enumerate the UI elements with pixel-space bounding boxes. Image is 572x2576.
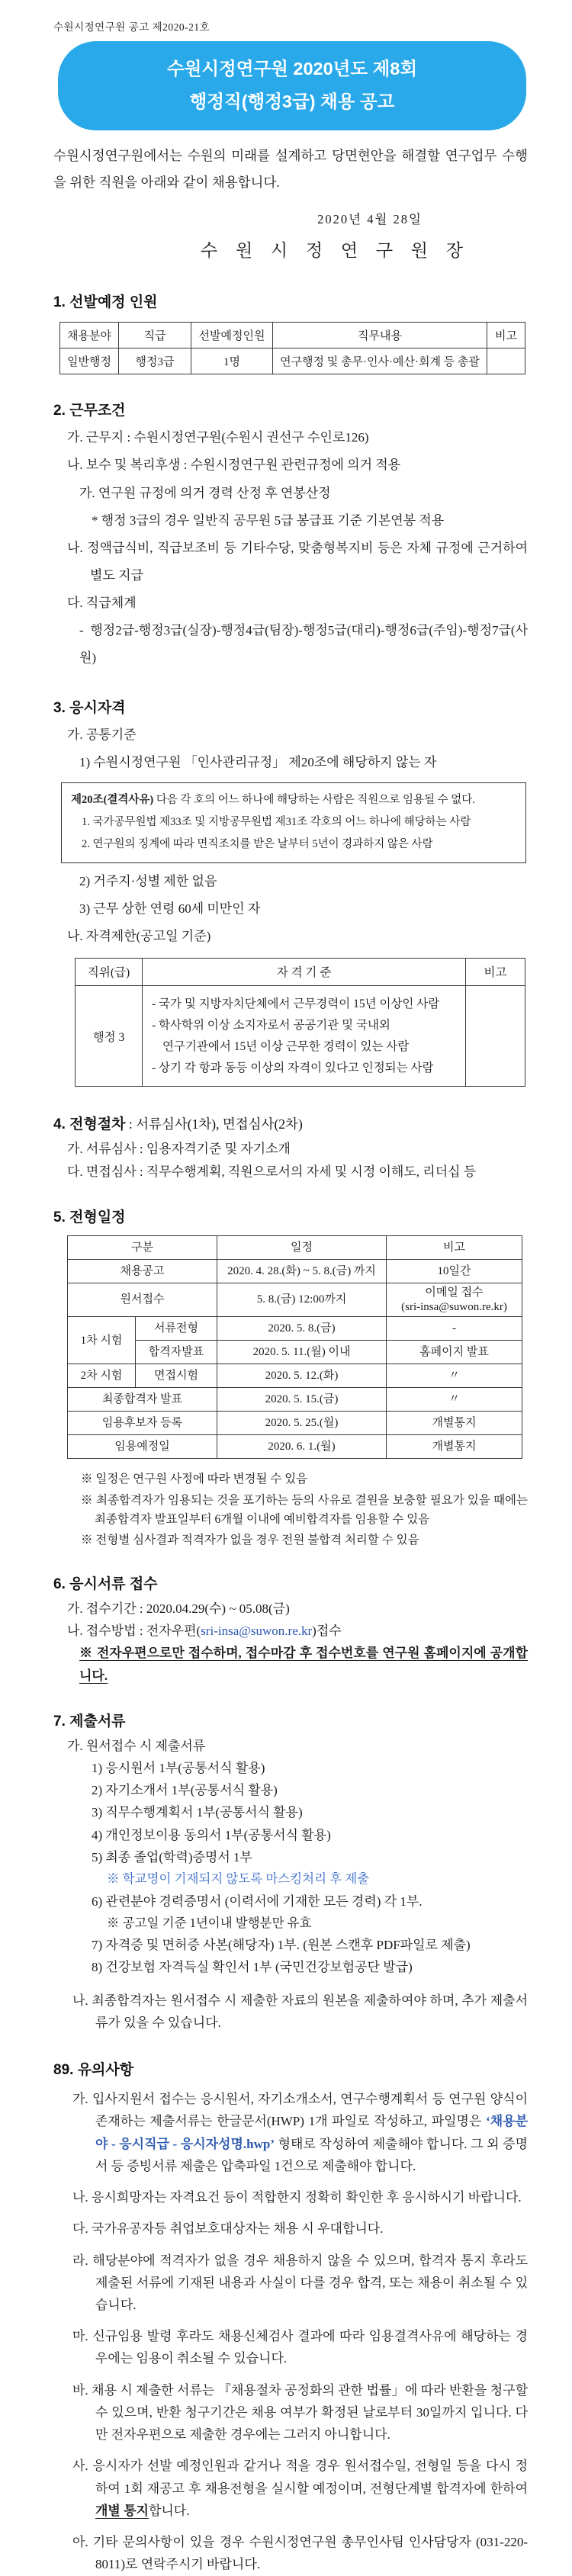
cell-remark (466, 985, 525, 1087)
cell-stage: 임용후보자 등록 (68, 1412, 217, 1435)
title-line-2: 행정직(행정3급) 채용 공고 (189, 92, 395, 112)
cell-stage: 서류전형 (136, 1317, 217, 1341)
cell-schedule: 2020. 5. 15.(금) (217, 1388, 387, 1412)
article20-box (61, 782, 526, 863)
cell-schedule: 2020. 5. 8.(금) (217, 1317, 387, 1341)
notice-number: 수원시정연구원 공고 제2020-21호 (53, 21, 210, 33)
cell-remark: 개별통지 (387, 1412, 522, 1435)
application-method-line (53, 1620, 528, 1642)
table-row (68, 1412, 522, 1435)
col-header: 일정 (217, 1235, 387, 1259)
table-row (68, 1317, 522, 1341)
col-header: 직급 (119, 323, 191, 348)
salary-basis-line: * 행정 3급의 경우 일반직 공무원 5급 봉급표 기준 기본연봉 적용 (92, 512, 445, 528)
section4-heading (53, 1113, 528, 1133)
cell-remark: 〃 (387, 1364, 522, 1388)
pay-welfare-line: 나. 보수 및 복리후생 : 수원시정연구원 관련규정에 의거 적용 (67, 458, 401, 473)
grade-system-line: 다. 직급체계 (67, 595, 137, 610)
table-row (68, 1388, 522, 1412)
col-header: 선발예정인원 (191, 323, 273, 348)
section2-heading: 2. 근무조건 (53, 403, 126, 419)
rule-article20-line: 1) 수원시정연구원 「인사관리규정」 제20조에 해당하지 않는 자 (79, 754, 437, 769)
col-header: 비고 (487, 323, 525, 348)
title-line-1: 수원시정연구원 2020년도 제8회 (166, 59, 418, 79)
cell-stage: 면접시험 (136, 1364, 217, 1388)
cell-stage: 임용예정일 (68, 1435, 217, 1459)
masking-note: ※ 학교명이 기재되지 않도록 마스킹처리 후 제출 (107, 1871, 370, 1887)
notice-item-f: 바. 채용 시 제출한 서류는 『채용절차 공정화의 관한 법률」에 따라 반환을 청구할 수 있으며, 반환 청구기간은 채용 여부가 확정된 날로부터 30일까지 입니다. 다만 전자우편으로 제출한 경우에는 그러지 아니합니다. (72, 2382, 528, 2443)
selection-plan-table (59, 322, 525, 374)
email-only-note: ※ 전자우편으로만 접수하며, 접수마감 후 접수번호를 연구원 홈페이지에 공개합니다. (79, 1646, 528, 1683)
notice-g-text: 사. 응시자가 선발 예정인원과 같거나 적을 경우 원서접수일, 전형일 등을 다시 정하여 1회 재공고 후 채용전형을 실시할 예정이며, 전형단계별 합격자에 한하여 (72, 2459, 528, 2496)
notice-item-b: 나. 응시희망자는 자격요건 등이 적합한지 정확히 확인한 후 응시하시기 바랍니다. (72, 2190, 522, 2205)
submission-item: 3) 직무수행계획서 1부(공통서식 활용) (92, 1805, 303, 1820)
method-text: 나. 접수방법 : 전자우편( (67, 1624, 201, 1639)
schedule-table (67, 1235, 522, 1460)
issuer-signature: 수 원 시 정 연 구 원 장 (201, 241, 470, 261)
notice-a-text: 가. 입사지원서 접수는 응시원서, 자기소개소서, 연구수행계획서 등 연구원 양식이 존재하는 제출서류는 한글문서(HWP) 1개 파일로 작성하고, 파일명은 (72, 2092, 528, 2129)
table-header-row (60, 323, 525, 348)
original-docs-line: 나. 최종합격자는 원서접수 시 제출한 자료의 원본을 제출하여야 하며, 추가 제출서류가 있을 수 있습니다. (72, 1993, 528, 2030)
common-criteria-line: 가. 공통기준 (67, 727, 137, 742)
cell-schedule: 2020. 4. 28.(화) ~ 5. 8.(금) 까지 (217, 1259, 387, 1283)
table-row (76, 985, 525, 1087)
cell-remark: 〃 (387, 1388, 522, 1412)
table-row (68, 1259, 522, 1283)
cell-remark: - (387, 1317, 522, 1341)
submission-item: 1) 응시원서 1부(공통서식 활용) (92, 1761, 265, 1776)
cell-remark (487, 348, 525, 374)
col-header: 비고 (466, 958, 525, 985)
section5-heading: 5. 전형일정 (53, 1209, 126, 1225)
criteria-item: - 국가 및 지방자치단체에서 근무경력이 15년 이상인 사람 (152, 997, 440, 1010)
validity-note: ※ 공고일 기준 1년이내 발행분만 유효 (107, 1915, 312, 1930)
qualification-table (75, 958, 525, 1087)
section4-title: 4. 전형절차 (53, 1116, 126, 1133)
cell-stage: 최종합격자 발표 (68, 1388, 217, 1412)
notice-a-text-rest: 형태로 작성하여 제출해야 합니다. 그 외 증명서 등 증빙서류 제출은 압축파일 1건으로 제출해야 합니다. (95, 2136, 528, 2173)
cell-schedule: 5. 8.(금) 12:00까지 (217, 1283, 387, 1317)
remark-line: 이메일 접수 (425, 1286, 484, 1299)
interview-line: 다. 면접심사 : 직무수행계획, 직원으로서의 자세 및 시정 이해도, 리더십 등 (67, 1164, 477, 1179)
section1-heading: 1. 선발예정 인원 (53, 294, 158, 311)
notice-item-h: 아. 기타 문의사항이 있을 경우 수원시정연구원 총무인사팀 인사담당자 (031-220-8011)로 연락주시기 바랍니다. (72, 2535, 528, 2572)
submission-item: 6) 관련분야 경력증명서 (이력서에 기재한 모든 경력) 각 1부. (92, 1893, 423, 1909)
grade-ladder-line: - 행정2급-행정3급(실장)-행정4급(팀장)-행정5급(대리)-행정6급(주임)-행정7급(사원) (79, 622, 528, 665)
submission-item: 4) 개인정보이용 동의서 1부(공통서식 활용) (92, 1827, 331, 1842)
no-residence-limit-line: 2) 거주지·성별 제한 없음 (79, 873, 217, 888)
cell-schedule: 2020. 5. 12.(화) (217, 1364, 387, 1388)
section6-heading: 6. 응시서류 접수 (53, 1575, 158, 1592)
notice-item-a (53, 2088, 528, 2177)
cell-stage: 원서접수 (68, 1283, 217, 1317)
cell-headcount: 1명 (191, 348, 273, 374)
criteria-item: - 상기 각 항과 동등 이상의 자격이 있다고 인정되는 사람 (152, 1061, 434, 1074)
section4-title-rest: : 서류심사(1차), 면접심사(2차) (125, 1116, 303, 1132)
email-link[interactable]: sri-insa@suwon.re.kr (201, 1624, 313, 1639)
col-header: 구분 (68, 1235, 217, 1259)
article20-title-line (71, 789, 516, 811)
section7-heading: 7. 제출서류 (53, 1713, 126, 1730)
cell-stage: 채용공고 (68, 1259, 217, 1283)
title-banner (58, 41, 526, 130)
work-location-line: 가. 근무지 : 수원시정연구원(수원시 권선구 수인로126) (67, 430, 369, 445)
col-header: 직무내용 (273, 323, 487, 348)
cell-remark: 10일간 (387, 1259, 522, 1283)
table-header-row (68, 1235, 522, 1259)
cell-criteria (143, 985, 466, 1087)
criteria-item: - 학사학위 이상 소지자로서 공공기관 및 국내외 연구기관에서 15년 이상 근무한 경력이 있는 사람 (152, 1018, 410, 1053)
cell-stage-group: 2차 시험 (68, 1364, 136, 1388)
application-period-line: 가. 접수기간 : 2020.04.29(수) ~ 05.08(금) (67, 1601, 290, 1616)
cell-grade: 행정3급 (119, 348, 191, 374)
cell-stage-group: 1차 시험 (68, 1317, 136, 1364)
notice-item-e: 마. 신규임용 발령 후라도 채용신체검사 결과에 따라 임용결격사유에 해당하는 경우에는 임용이 취소될 수 있습니다. (72, 2329, 528, 2366)
notice-item-c: 다. 국가유공자등 취업보호대상자는 채용 시 우대합니다. (72, 2221, 384, 2237)
table-row (68, 1435, 522, 1459)
remark-email: (sri-insa@suwon.re.kr) (401, 1300, 507, 1313)
article20-item: 1. 국가공무원법 제33조 및 지방공무원법 제31조 각호의 어느 하나에 해당하는 사람 (82, 815, 471, 828)
schedule-note: ※ 최종합격자가 임용되는 것을 포기하는 등의 사유로 결원을 보충할 필요가 있을 때에는 최종합격자 발표일부터 6개월 이내에 예비합격자를 임용할 수 있음 (81, 1493, 528, 1526)
article20-item: 2. 연구원의 징계에 따라 면직조치를 받은 날부터 5년이 경과하지 않은 사람 (82, 837, 433, 850)
article20-title: 제20조(결격사유) (71, 793, 154, 806)
cell-stage: 합격자발표 (136, 1341, 217, 1364)
cell-remark: 개별통지 (387, 1435, 522, 1459)
submission-item: 2) 자기소개서 1부(공통서식 활용) (92, 1783, 278, 1798)
table-row (68, 1364, 522, 1388)
col-header: 자 격 기 준 (143, 958, 466, 985)
notice-g-text-rest: 합니다. (148, 2503, 190, 2518)
table-header-row (76, 958, 525, 985)
table-row (68, 1341, 522, 1364)
cell-remark (387, 1283, 522, 1317)
submission-list-heading: 가. 원서접수 시 제출서류 (67, 1738, 206, 1753)
cell-remark: 홈페이지 발표 (387, 1341, 522, 1364)
table-row (68, 1283, 522, 1317)
salary-calc-line: 가. 연구원 규정에 의거 경력 산정 후 연봉산정 (79, 485, 331, 500)
notice-item-g (53, 2455, 528, 2522)
submission-item: 7) 자격증 및 면허증 사본(해당자) 1부. (원본 스캔후 PDF파일로 제출) (92, 1938, 471, 1953)
col-header: 직위(급) (76, 958, 143, 985)
individual-notice-emphasis: 개별 통지 (95, 2503, 149, 2518)
intro-paragraph: 수원시정연구원에서는 수원의 미래를 설계하고 당면현안을 해결할 연구업무 수행을 위한 직원을 아래와 같이 채용합니다. (53, 147, 528, 190)
section3-heading: 3. 응시자격 (53, 699, 126, 716)
schedule-note: ※ 일정은 연구원 사정에 따라 변경될 수 있음 (81, 1473, 308, 1486)
col-header: 비고 (387, 1235, 522, 1259)
submission-item: 8) 건강보험 자격득실 확인서 1부 (국민건강보험공단 발급) (92, 1960, 413, 1975)
allowance-line: 나. 정액급식비, 직급보조비 등 기타수당, 맞춤형복지비 등은 자체 규정에 근거하여 별도 지급 (67, 540, 528, 583)
method-text-rest: )접수 (312, 1624, 342, 1639)
article20-title-rest: 다음 각 호의 어느 하나에 해당하는 사람은 직원으로 임용될 수 없다. (153, 793, 475, 806)
doc-screening-line: 가. 서류심사 : 임용자격기준 및 자기소개 (67, 1142, 291, 1157)
submission-item: 5) 최종 졸업(학력)증명서 1부 (92, 1849, 252, 1865)
age-limit-line: 3) 근무 상한 연령 60세 미만인 자 (79, 901, 261, 916)
table-row (60, 348, 525, 374)
cell-field: 일반행정 (60, 348, 119, 374)
cell-schedule: 2020. 5. 25.(월) (217, 1412, 387, 1435)
cell-schedule: 2020. 5. 11.(월) 이내 (217, 1341, 387, 1364)
section8-heading: 89. 유의사항 (53, 2062, 134, 2079)
qualification-limit-line: 나. 자격제한(공고일 기준) (67, 928, 211, 943)
schedule-note: ※ 전형별 심사결과 적격자가 없을 경우 전원 불합격 처리할 수 있음 (81, 1533, 419, 1547)
filename-format: ‘채용분야 - 응시직급 - 응시자성명.hwp’ (95, 2114, 528, 2151)
cell-schedule: 2020. 6. 1.(월) (217, 1435, 387, 1459)
cell-position: 행정 3 (76, 985, 143, 1087)
cell-duty: 연구행정 및 총무·인사·예산·회계 등 총괄 (273, 348, 487, 374)
notice-item-d: 라. 해당분야에 적격자가 없을 경우 채용하지 않을 수 있으며, 합격자 통지 후라도 제출된 서류에 기재된 내용과 사실이 다를 경우 합격, 또는 채용이 취소될 수 있습니다. (72, 2253, 528, 2312)
announcement-date: 2020년 4월 28일 (317, 212, 423, 227)
col-header: 채용분야 (60, 323, 119, 348)
